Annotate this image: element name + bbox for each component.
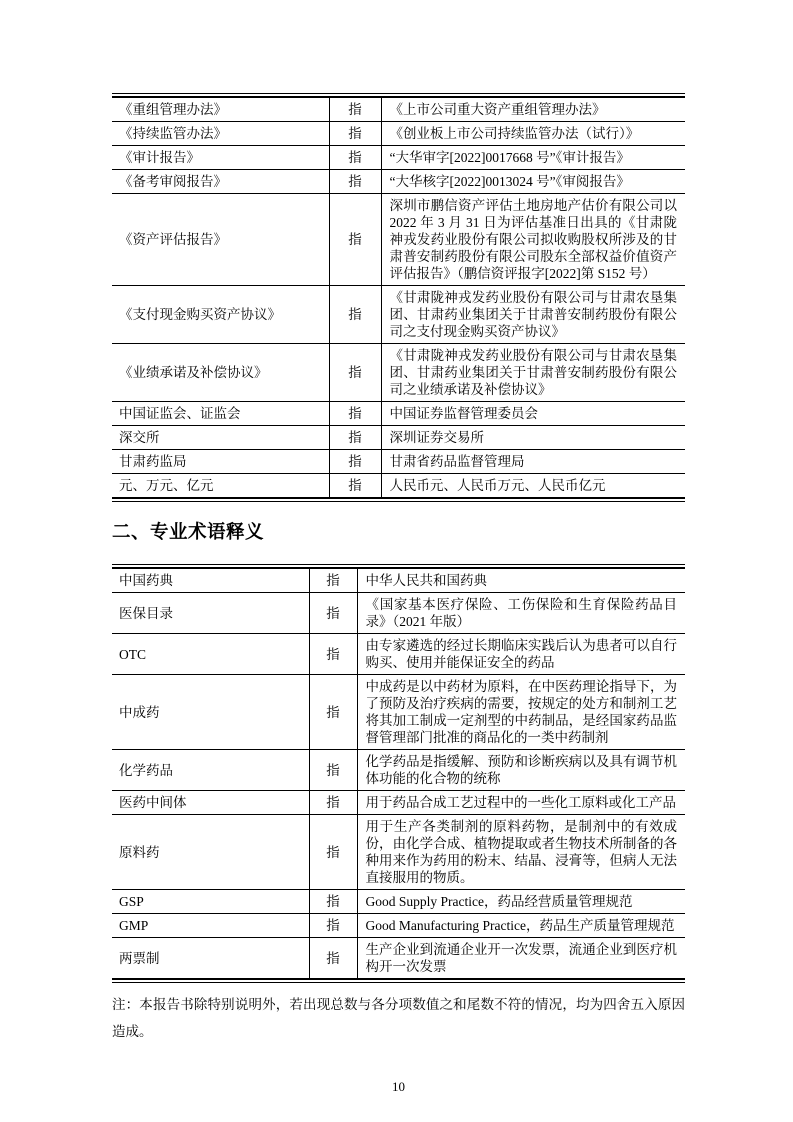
means-indicator: 指: [329, 344, 381, 402]
definition-cell: Good Manufacturing Practice，药品生产质量管理规范: [357, 914, 685, 938]
table-row: [112, 122, 685, 146]
term-cell: 深交所: [112, 426, 329, 450]
means-indicator: 指: [329, 450, 381, 474]
definition-cell: 中成药是以中药材为原料，在中医药理论指导下，为了预防及治疗疾病的需要，按规定的处方和制剂工艺将其加工制成一定剂型的中药制品，是经国家药品监督管理部门批准的商品化的一类中药制剂: [357, 675, 685, 750]
term-cell: 《业绩承诺及补偿协议》: [112, 344, 329, 402]
means-indicator: 指: [309, 634, 357, 675]
means-indicator: 指: [309, 890, 357, 914]
definition-cell: 用于生产各类制剂的原料药物，是制剂中的有效成份，由化学合成、植物提取或者生物技术所制备的各种用来作为药用的粉末、结晶、浸膏等，但病人无法直接服用的物质。: [357, 815, 685, 890]
table-row: [112, 815, 685, 890]
table-row: [112, 344, 685, 402]
definition-cell: 用于药品合成工艺过程中的一些化工原料或化工产品: [357, 791, 685, 815]
term-cell: 中成药: [112, 675, 309, 750]
page-number: 10: [392, 1079, 405, 1094]
table-row: [112, 593, 685, 634]
table-row: [112, 170, 685, 194]
means-indicator: 指: [309, 675, 357, 750]
general-definitions-table-wrap: [112, 93, 685, 502]
footnote: 注：本报告书除特别说明外，若出现总数与各分项数值之和尾数不符的情况，均为四舍五入原因造成。: [112, 997, 685, 1039]
table-row: [112, 426, 685, 450]
definition-cell: “大华审字[2022]0017668 号”《审计报告》: [381, 146, 685, 170]
term-cell: 化学药品: [112, 750, 309, 791]
document-page: [112, 93, 685, 1095]
means-indicator: 指: [329, 402, 381, 426]
definition-cell: 《国家基本医疗保险、工伤保险和生育保险药品目录》（2021 年版）: [357, 593, 685, 634]
means-indicator: 指: [329, 146, 381, 170]
means-indicator: 指: [329, 170, 381, 194]
table-row: [112, 474, 685, 499]
term-cell: 《支付现金购买资产协议》: [112, 286, 329, 344]
term-cell: 两票制: [112, 938, 309, 980]
table-row: [112, 634, 685, 675]
means-indicator: 指: [329, 286, 381, 344]
table-row: [112, 97, 685, 122]
definition-cell: 人民币元、人民币万元、人民币亿元: [381, 474, 685, 499]
term-cell: 医保目录: [112, 593, 309, 634]
definition-cell: 中国证券监督管理委员会: [381, 402, 685, 426]
table-row: [112, 146, 685, 170]
definition-cell: “大华核字[2022]0013024 号”《审阅报告》: [381, 170, 685, 194]
means-indicator: 指: [309, 791, 357, 815]
term-cell: 《重组管理办法》: [119, 102, 227, 117]
term-cell: OTC: [112, 634, 309, 675]
professional-terms-table: [112, 567, 685, 980]
means-indicator: 指: [309, 914, 357, 938]
section-heading: 二、专业术语释义: [112, 521, 265, 542]
means-indicator: 指: [309, 593, 357, 634]
term-cell: 原料药: [112, 815, 309, 890]
means-indicator: 指: [309, 750, 357, 791]
term-cell: 甘肃药监局: [112, 450, 329, 474]
table-row: [112, 890, 685, 914]
term-cell: 《持续监管办法》: [112, 122, 329, 146]
definition-cell: 《甘肃陇神戎发药业股份有限公司与甘肃农垦集团、甘肃药业集团关于甘肃普安制药股份有限公司之支付现金购买资产协议》: [381, 286, 685, 344]
term-cell: GSP: [112, 890, 309, 914]
table-row: [112, 402, 685, 426]
means-indicator: 指: [329, 194, 381, 286]
means-indicator: 指: [329, 426, 381, 450]
means-indicator: 指: [329, 474, 381, 499]
term-cell: 元、万元、亿元: [112, 474, 329, 499]
table-row: [112, 286, 685, 344]
table-row: [112, 750, 685, 791]
means-indicator: 指: [309, 938, 357, 980]
definition-cell: 中华人民共和国药典: [365, 573, 487, 588]
means-indicator: 指: [309, 815, 357, 890]
table-row: [112, 914, 685, 938]
definition-cell: Good Supply Practice，药品经营质量管理规范: [357, 890, 685, 914]
definition-cell: 甘肃省药品监督管理局: [381, 450, 685, 474]
definition-cell: 深圳证券交易所: [381, 426, 685, 450]
professional-terms-table-wrap: [112, 564, 685, 983]
term-cell: 《审计报告》: [112, 146, 329, 170]
definition-cell: 生产企业到流通企业开一次发票，流通企业到医疗机构开一次发票: [357, 938, 685, 980]
table-row: [112, 450, 685, 474]
table-row: [112, 938, 685, 980]
table-row: [112, 675, 685, 750]
definition-cell: 化学药品是指缓解、预防和诊断疾病以及具有调节机体功能的化合物的统称: [357, 750, 685, 791]
term-cell: 医药中间体: [112, 791, 309, 815]
general-definitions-table: [112, 96, 685, 499]
definition-cell: 由专家遴选的经过长期临床实践后认为患者可以自行购买、使用并能保证安全的药品: [357, 634, 685, 675]
term-cell: GMP: [112, 914, 309, 938]
term-cell: 《资产评估报告》: [112, 194, 329, 286]
definition-cell: 《上市公司重大资产重组管理办法》: [389, 102, 606, 117]
definition-cell: 深圳市鹏信资产评估土地房地产估价有限公司以 2022 年 3 月 31 日为评估基准日出具的《甘肃陇神戎发药业股份有限公司拟收购股权所涉及的甘肃普安制药股份有限公司股东全部权益价值资产评估报告》（鹏信资评报字[2022]第 S152 号）: [381, 194, 685, 286]
term-cell: 《备考审阅报告》: [112, 170, 329, 194]
table-row: [112, 568, 685, 593]
means-indicator: 指: [329, 122, 381, 146]
means-indicator: 指: [309, 568, 357, 593]
term-cell: 中国药典: [119, 573, 173, 588]
definition-cell: 《创业板上市公司持续监管办法（试行）》: [381, 122, 685, 146]
table-row: [112, 194, 685, 286]
term-cell: 中国证监会、证监会: [112, 402, 329, 426]
definition-cell: 《甘肃陇神戎发药业股份有限公司与甘肃农垦集团、甘肃药业集团关于甘肃普安制药股份有限公司之业绩承诺及补偿协议》: [381, 344, 685, 402]
means-indicator: 指: [329, 97, 381, 122]
table-row: [112, 791, 685, 815]
